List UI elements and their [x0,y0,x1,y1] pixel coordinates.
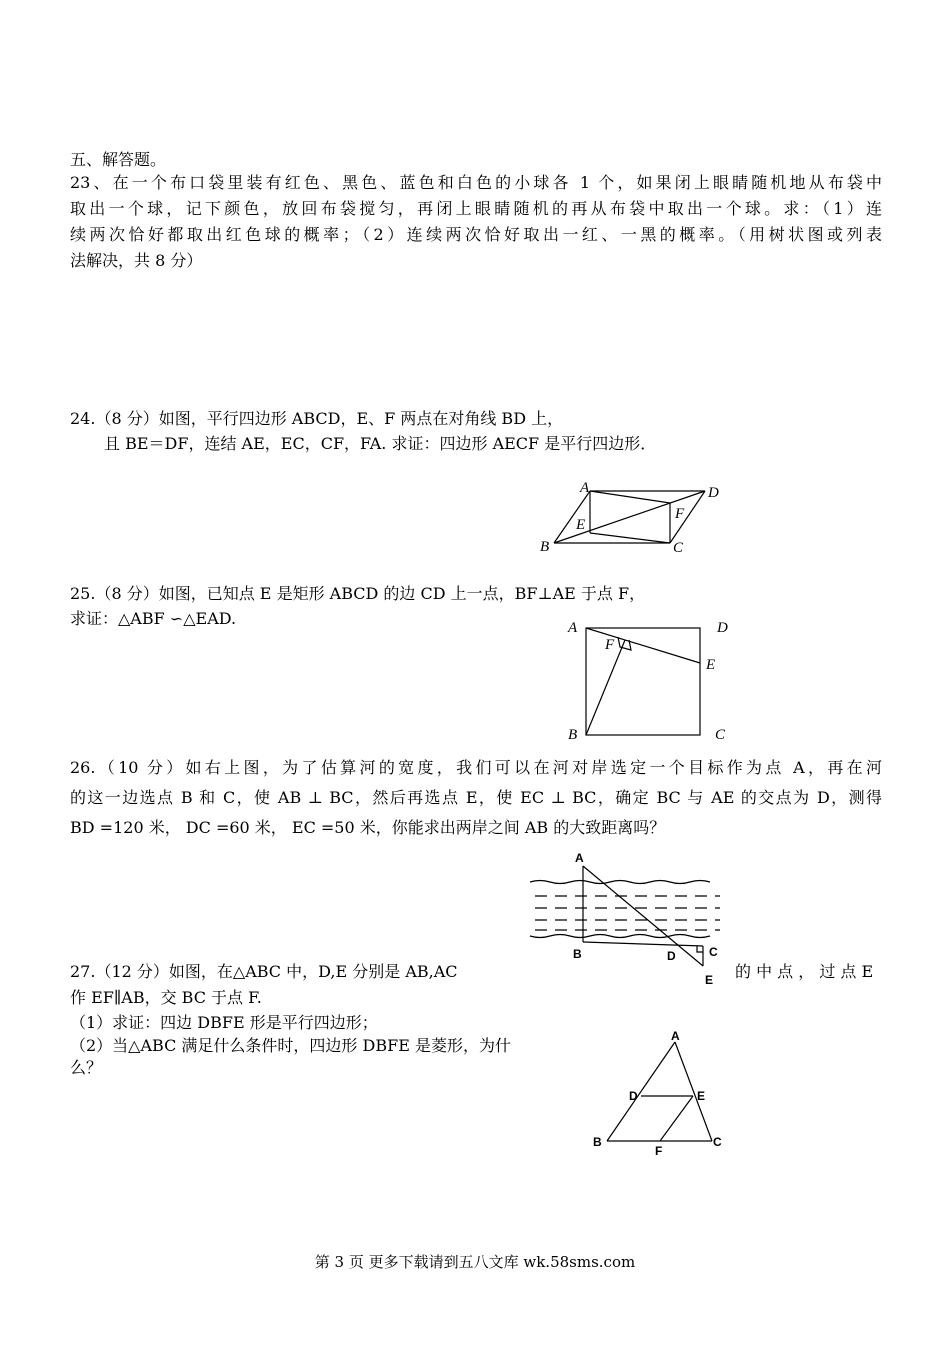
side-ab [607,1042,675,1141]
q25-line-2: 求证：△ABF ∽△EAD. [70,609,237,628]
segment-ae [583,866,703,966]
label-c: C [709,945,718,959]
label-b: B [593,1135,602,1149]
q26-line-1: 26.（10 分）如右上图，为了估算河的宽度，我们可以在河对岸选定一个目标作为点 A，再在河 [70,758,882,777]
q27-line-1a: 27.（12 分）如图，在△ABC 中，D,E 分别是 AB,AC [70,962,458,981]
q26-river-figure [525,848,725,993]
segment-bc [583,942,703,946]
label-c: C [715,727,726,743]
right-angle-mark [697,946,703,952]
q24-line-2: 且 BE＝DF，连结 AE，EC，CF，FA. 求证：四边形 AECF 是平行四边形． [104,434,657,453]
q23-line-1: 23、在一个布口袋里装有红色、黑色、蓝色和白色的小球各 1 个，如果闭上眼睛随机地从布袋中 [70,173,882,192]
label-f: F [655,1144,663,1158]
label-b: B [573,947,582,961]
label-c: C [713,1135,722,1149]
river-bank-near [530,935,710,938]
section-title: 五、解答题。 [70,150,167,169]
label-e: E [697,1089,706,1103]
label-a: A [575,851,584,865]
q26-line-2: 的这一边选点 B 和 C，使 AB ⊥ BC，然后再选点 E，使 EC ⊥ BC，确定 BC 与 AE 的交点为 D，测得 [70,788,882,807]
label-f: F [675,506,685,522]
label-c: C [673,540,684,556]
river-bank-far [530,881,710,884]
label-d: D [667,949,676,963]
q23-line-3: 续两次恰好都取出红色球的概率；（2）连续两次恰好取出一红、一黑的概率。（用树状图或列表 [70,225,882,244]
q23-line-2: 取出一个球，记下颜色，放回布袋搅匀，再闭上眼睛随机的再从布袋中取出一个球。求：（1）连 [70,199,882,218]
label-d: D [629,1089,638,1103]
q24-parallelogram-figure [530,478,730,558]
label-f: F [605,637,615,653]
label-e: E [705,973,714,987]
q23-line-4: 法解决，共 8 分） [70,251,203,270]
q25-line-1: 25.（8 分）如图，已知点 E 是矩形 ABCD 的边 CD 上一点，BF⊥AE 于点 F， [70,584,646,603]
label-a: A [580,480,590,496]
segment-ec [590,533,670,543]
q27-line-1b: 的 中 点 ， 过 点 E [735,962,874,981]
q24-line-1: 24.（8 分）如图，平行四边形 ABCD，E、F 两点在对角线 BD 上， [70,409,564,428]
page-footer: 第 3 页 更多下载请到五八文库 wk.58sms.com [314,1253,636,1271]
segment-fa [590,491,670,503]
label-b: B [568,727,578,743]
label-d: D [708,485,719,501]
label-a: A [568,620,578,636]
segment-ae [586,628,700,663]
label-e: E [576,517,586,533]
q27-line-3: （1）求证：四边 DBFE 形是平行四边形； [70,1013,378,1032]
q27-line-5: 么？ [70,1058,103,1077]
q27-line-2: 作 EF∥AB，交 BC 于点 F. [70,988,262,1007]
segment-ef [660,1096,693,1141]
rectangle-abcd [586,628,700,735]
label-b: B [540,539,550,555]
q27-line-4: （2）当△ABC 满足什么条件时，四边形 DBFE 是菱形，为什 [70,1036,511,1055]
q25-rectangle-figure [560,615,750,745]
segment-bf [586,640,625,735]
label-a: A [671,1030,680,1043]
water-lines [535,896,720,930]
side-ac [675,1042,712,1141]
label-d: D [717,620,728,636]
label-e: E [706,657,716,673]
q26-line-3: BD =120 米， DC =60 米， EC =50 米，你能求出两岸之间 AB 的大致距离吗？ [70,818,666,837]
q27-triangle-figure [585,1030,735,1160]
